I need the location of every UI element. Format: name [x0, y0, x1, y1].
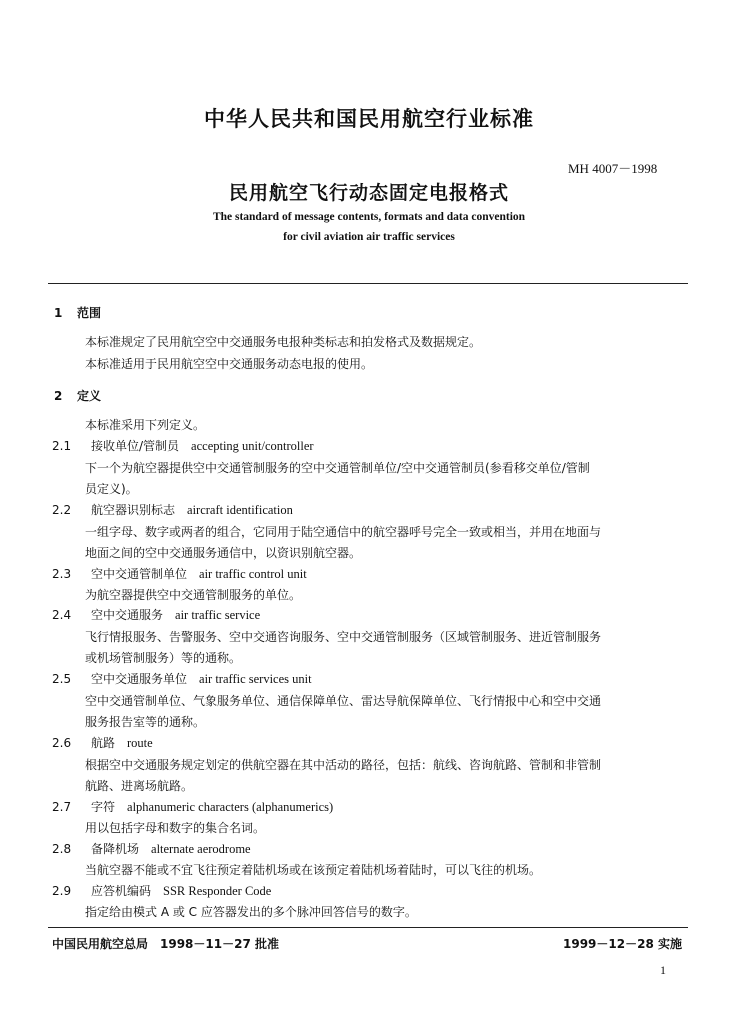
title-divider — [48, 283, 688, 284]
clause-text: 空中交通管制单位、气象服务单位、通信保障单位、雷达导航保障单位、飞行情报中心和空中交通 — [85, 694, 602, 708]
clause-term: 字符 alphanumeric characters (alphanumerics) — [91, 800, 334, 814]
standard-category-title: 中华人民共和国民用航空行业标准 — [204, 107, 534, 131]
clause-term: 备降机场 alternate aerodrome — [91, 842, 251, 856]
clause-term-english: aircraft identification — [187, 503, 293, 517]
approval-statement: 中国民用航空总局 1998－11－27 批准 — [52, 937, 279, 951]
clause-term-english: air traffic services unit — [199, 672, 312, 686]
clause-term: 空中交通服务 air traffic service — [91, 608, 261, 622]
clause-text: 指定给由模式 A 或 C 应答器发出的多个脉冲回答信号的数字。 — [85, 905, 417, 919]
clause-term-english: alphanumeric characters (alphanumerics) — [127, 800, 334, 814]
clause-text: 服务报告室等的通称。 — [85, 715, 206, 729]
clause-term-english: accepting unit/controller — [191, 439, 314, 453]
english-title-line-2: for civil aviation air traffic services — [283, 231, 455, 243]
clause-term-english: air traffic service — [175, 608, 261, 622]
clause-number: 2.8 — [52, 842, 72, 856]
clause-text: 当航空器不能或不宜飞往预定着陆机场或在该预定着陆机场着陆时，可以飞往的机场。 — [85, 863, 542, 877]
clause-text: 航路、进离场航路。 — [85, 779, 194, 793]
clause-text: 为航空器提供空中交通管制服务的单位。 — [85, 588, 302, 602]
document-title: 民用航空飞行动态固定电报格式 — [228, 182, 509, 204]
clause-text: 地面之间的空中交通服务通信中，以资识别航空器。 — [85, 546, 362, 560]
clause-term-english: SSR Responder Code — [163, 884, 272, 898]
english-title-line-1: The standard of message contents, formats and data convention — [212, 211, 526, 223]
clause-number: 2.2 — [52, 503, 72, 517]
clause-text: 下一个为航空器提供空中交通管制服务的空中交通管制单位/空中交通管制员(参看移交单位/管制 — [85, 461, 590, 475]
clause-text: 或机场管制服务）等的通称。 — [85, 651, 242, 665]
clause-term-english: air traffic control unit — [199, 567, 307, 581]
footer-divider — [48, 927, 688, 928]
clause-number: 2.5 — [52, 672, 72, 686]
clause-term: 接收单位/管制员 accepting unit/controller — [91, 439, 314, 453]
clause-term-english: alternate aerodrome — [151, 842, 251, 856]
implementation-date: 1999－12－28 实施 — [563, 937, 682, 951]
clause-number: 2.9 — [52, 884, 72, 898]
clause-number: 2.6 — [52, 736, 72, 750]
clause-term: 航空器识别标志 aircraft identification — [91, 503, 293, 517]
clause-term: 空中交通管制单位 air traffic control unit — [91, 567, 307, 581]
clause-number: 2.7 — [52, 800, 72, 814]
clause-number: 2.3 — [52, 567, 72, 581]
paragraph: 本标准适用于民用航空空中交通服务动态电报的使用。 — [85, 357, 374, 371]
clause-number: 2.4 — [52, 608, 72, 622]
clause-term: 空中交通服务单位 air traffic services unit — [91, 672, 312, 686]
clause-term: 航路 route — [91, 736, 153, 750]
clause-text: 飞行情报服务、告警服务、空中交通咨询服务、空中交通管制服务（区域管制服务、进近管制服务 — [85, 630, 602, 644]
standard-number: MH 4007－1998 — [568, 161, 658, 176]
clause-term: 应答机编码 SSR Responder Code — [91, 884, 272, 898]
section-number: 1 — [54, 306, 63, 320]
clause-number: 2.1 — [52, 439, 72, 453]
clause-text: 用以包括字母和数字的集合名词。 — [85, 821, 266, 835]
section-number: 2 — [54, 389, 63, 403]
clause-text: 一组字母、数字或两者的组合，它同用于陆空通信中的航空器呼号完全一致或相当，并用在地面与 — [85, 525, 602, 539]
clause-term-english: route — [127, 736, 153, 750]
section-title-scope: 范围 — [77, 306, 102, 320]
clause-text: 员定义)。 — [85, 482, 138, 496]
section-title-definitions: 定义 — [77, 389, 102, 403]
page-number: 1 — [660, 963, 666, 977]
clause-text: 根据空中交通服务规定划定的供航空器在其中活动的路径，包括：航线、咨询航路、管制和非管制 — [85, 758, 602, 772]
paragraph: 本标准规定了民用航空空中交通服务电报种类标志和拍发格式及数据规定。 — [85, 335, 482, 349]
paragraph: 本标准采用下列定义。 — [85, 418, 206, 432]
